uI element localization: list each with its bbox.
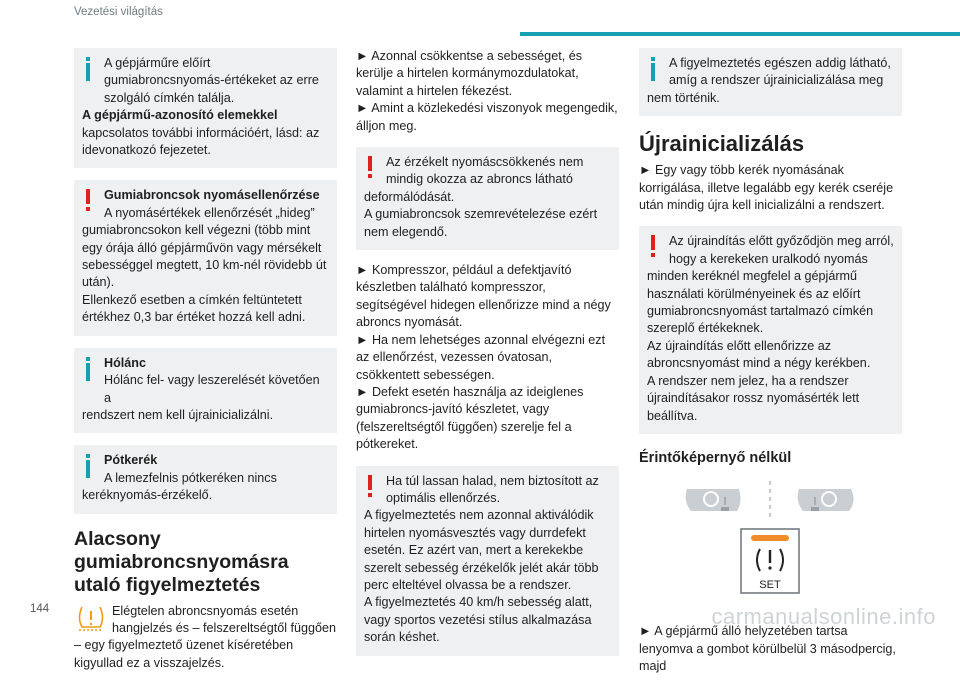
- box-text-rest2: Ellenkező esetben a címkén feltüntetett értékhez 0,3 bar értéket hozzá kell adni.: [82, 292, 306, 325]
- box-title: Pótkerék: [104, 453, 158, 468]
- warning-box-pressure-check: [74, 180, 337, 335]
- box-text: Az érzékelt nyomáscsökkenés nem mindig okozza az abroncs látható: [386, 155, 584, 187]
- warning-icon: [647, 235, 659, 259]
- warning-box-slow-speed: [356, 466, 619, 656]
- instruction-stop: ► Amint a közlekedési viszonyok megengedik, álljon meg.: [356, 101, 618, 133]
- box-title: Gumiabroncsok nyomásellenőrzése: [104, 188, 320, 203]
- box-text: Hólánc fel- vagy leszerelését követően a: [104, 373, 320, 405]
- hold-button-paragraph: [639, 623, 902, 675]
- instructions-1: [356, 48, 619, 135]
- instructions-2: [356, 262, 619, 453]
- steering-wheel-illustration: [639, 477, 902, 617]
- box-text-rest2: Az újraindítás előtt ellenőrizze az abroncsnyomást mind a négy kerékben.: [647, 338, 871, 371]
- box-text-rest: gumiabroncsokon kell végezni (több mint egy órája álló gépjárművön vagy mérsékelt sebességgel megtett, 10 km-nél rövidebb út után).: [82, 223, 327, 290]
- reinit-paragraph: [639, 162, 902, 214]
- box-text-rest: rendszert nem kell újrainicializálni.: [82, 407, 274, 422]
- box-text-rest2: A gumiabroncsok szemrevételezése ezért nem elegendő.: [364, 207, 598, 239]
- warning-box-before-restart: [639, 226, 902, 433]
- tyre-pressure-warning-icon: [74, 603, 108, 633]
- box-text-rest: deformálódását.: [364, 189, 455, 204]
- running-header: Vezetési világítás: [74, 6, 163, 18]
- info-icon: [647, 57, 659, 81]
- box-text-rest: minden keréknél megfelel a gépjármű használati körülményeinek és az előírt gumiabroncsnyomást tartalmazó címkén szereplő értékeknek.: [647, 269, 874, 336]
- low-pressure-paragraph: [74, 603, 337, 638]
- column-3: [639, 48, 902, 688]
- watermark: carmanualsonline.info: [711, 604, 936, 629]
- paragraph-text-rest: – egy figyelmeztető üzenet kíséretében kigyullad ez a visszajelzés.: [74, 638, 294, 670]
- steering-wheel-icon-right: [798, 489, 854, 511]
- box-text: A lemezfelnis pótkeréken nincs: [104, 470, 277, 485]
- info-box-warning-visible: [639, 48, 902, 116]
- reinit-text: ► Egy vagy több kerék nyomásának korrigálása, illetve legalább egy kerék cseréje után mindig újra kell inicializálni a rendszert.: [639, 163, 894, 213]
- info-text: A gépjárműre előírt gumiabroncsnyomás-értékeket az erre szolgáló címkén találja.: [104, 56, 319, 105]
- box-text: A figyelmeztetés egészen addig látható, amíg a rendszer újrainicializálása meg: [669, 56, 891, 88]
- column-1: [74, 48, 337, 672]
- box-text: Ha túl lassan halad, nem biztosított az optimális ellenőrzés.: [386, 473, 599, 505]
- instruction-drive-carefully: ► Ha nem lehetséges azonnal elvégezni ezt az ellenőrzést, vezessen óvatosan, csökkentett sebességen.: [356, 332, 606, 382]
- info-icon: [82, 57, 94, 81]
- info-text-rest: kapcsolatos további információért, lásd: az idevonatkozó fejezetet.: [82, 125, 320, 158]
- subheading-no-touchscreen: Érintőképernyő nélkül: [639, 449, 792, 466]
- warning-icon: [364, 156, 376, 180]
- instruction-compressor: ► Kompresszor, például a defektjavító készletben található kompresszor, segítségével hidegen ellenőrizze mind a négy abroncs nyomását.: [356, 263, 611, 330]
- hold-button-text: ► A gépjármű álló helyzetében tartsa lenyomva a gombot körülbelül 3 másodpercig, majd: [639, 624, 896, 674]
- instruction-repair-kit: ► Defekt esetén használja az ideiglenes gumiabroncs-javító készletet, vagy (felszereltségtől függően) szerelje fel a pótkereket.: [356, 384, 584, 452]
- box-text-rest2: A figyelmeztetés 40 km/h sebesség alatt, vagy sportos vezetési stílus alkalmazása során késhet.: [364, 595, 593, 645]
- info-box-spare-wheel: [74, 445, 337, 513]
- header-accent-bar: [520, 32, 960, 36]
- section-heading-reinit: Újrainicializálás: [639, 131, 805, 157]
- box-text: Az újraindítás előtt győződjön meg arról, hogy a kerekeken uralkodó nyomás: [669, 234, 894, 266]
- box-text-rest3: A rendszer nem jelez, ha a rendszer újraindításakor rossz nyomásérték lett beállítva.: [647, 373, 860, 423]
- warning-icon: [82, 189, 94, 213]
- column-2: [356, 48, 619, 668]
- warning-box-deformation: [356, 147, 619, 250]
- section-heading-low-pressure: Alacsony gumiabroncsnyomásra utaló figyelmeztetés: [74, 527, 289, 596]
- info-box-snow-chain: [74, 348, 337, 434]
- box-text-rest: nem történik.: [647, 90, 720, 105]
- steering-wheel-icon-left: [686, 489, 741, 511]
- box-text-rest: A figyelmeztetés nem azonnal aktiválódik hirtelen nyomásvesztés vagy durrdefekt esetén. Ez azért van, mert a kerekekbe szerelt sebesség érzékelők jelét akár több perc elteltével olvassa be a rendszer.: [364, 508, 599, 592]
- info-bold-text: A gépjármű-azonosító elemekkel: [82, 108, 278, 123]
- paragraph-text: Elégtelen abroncsnyomás esetén hangjelzés és – felszereltségtől függően: [112, 603, 337, 635]
- box-title: Hólánc: [104, 355, 146, 370]
- box-text: A nyomásértékek ellenőrzését „hideg”: [104, 205, 315, 220]
- page-number: 144: [30, 603, 50, 615]
- info-icon: [82, 357, 94, 381]
- warning-icon: [364, 475, 376, 499]
- info-box-tyre-label: [74, 48, 337, 168]
- set-button-label[interactable]: SET: [759, 579, 781, 592]
- instruction-slow-down: ► Azonnal csökkentse a sebességet, és kerülje a hirtelen kormánymozdulatokat, valamint a hirtelen fékezést.: [356, 49, 582, 98]
- dashboard-illustration: [639, 477, 902, 617]
- info-icon: [82, 454, 94, 478]
- box-text-rest: keréknyomás-érzékelő.: [82, 488, 213, 503]
